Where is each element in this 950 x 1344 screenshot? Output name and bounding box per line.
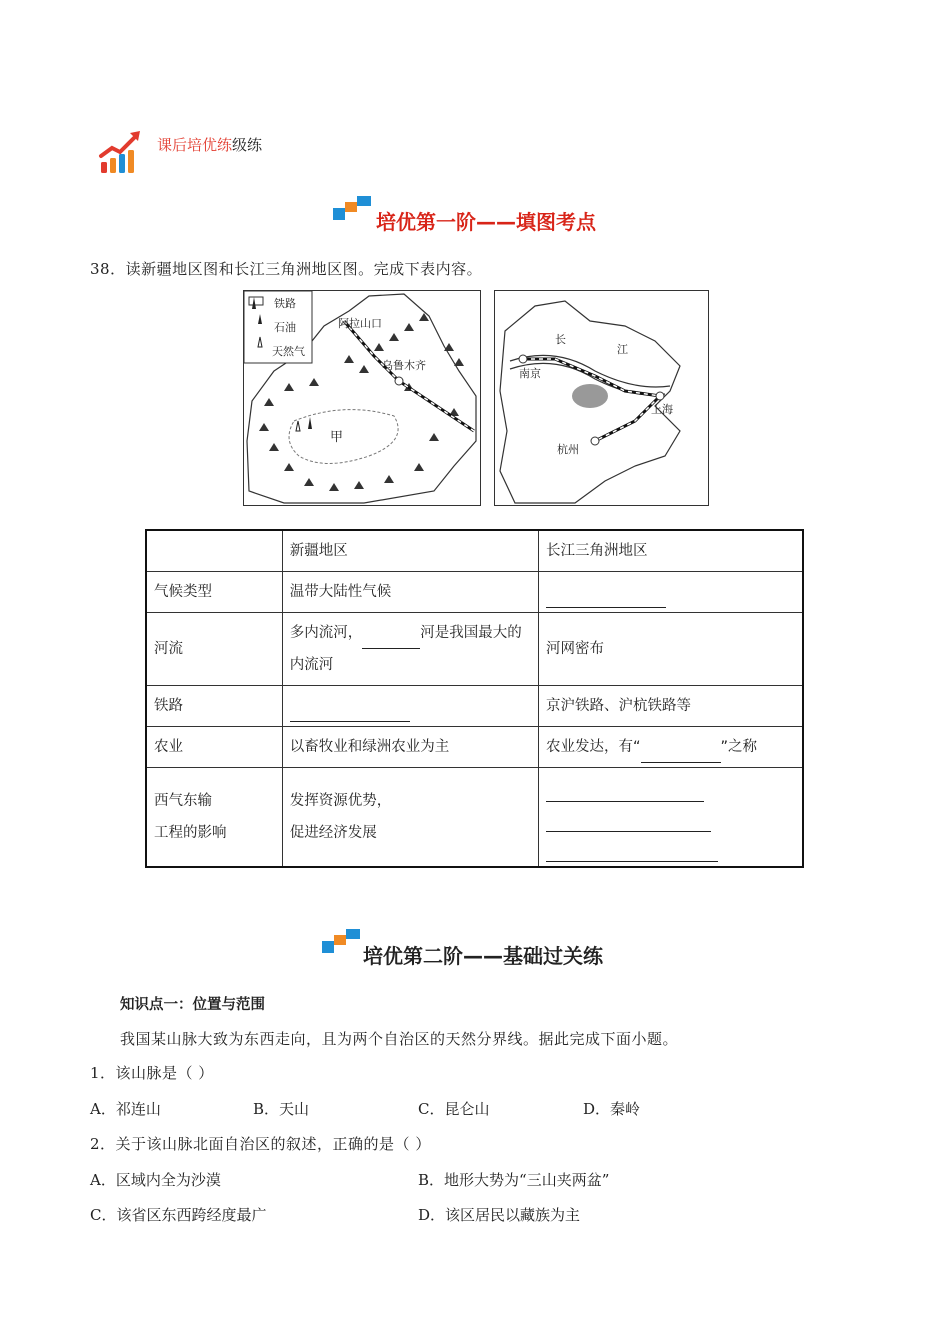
cell-text: 内流河 xyxy=(289,657,334,673)
cell-text: 农业发达，有“ xyxy=(546,739,641,755)
section2-title: 培优第二阶——基础过关练 xyxy=(363,944,603,968)
label-nanjing: 南京 xyxy=(519,367,541,380)
q1-option-d[interactable]: D．秦岭 xyxy=(583,1100,641,1118)
table-header-row xyxy=(146,530,803,572)
label-jiang: 江 xyxy=(617,343,628,356)
answer-blank[interactable] xyxy=(290,703,410,722)
table-row-gas xyxy=(146,768,803,868)
table-header-cell: 新疆地区 xyxy=(282,530,538,572)
section1-icon xyxy=(331,194,373,228)
cell-xj-river xyxy=(282,613,538,686)
cell-text: 发挥资源优势， xyxy=(289,793,392,809)
table-header-cell xyxy=(146,530,282,572)
q38-number: 38． xyxy=(90,260,126,278)
q2-option-a[interactable]: A．区域内全为沙漠 xyxy=(90,1171,221,1189)
label-jia: 甲 xyxy=(330,430,344,445)
legend-gas-label: 天然气 xyxy=(272,345,305,358)
row-label: 河流 xyxy=(146,613,282,686)
cell-text: 工程的影响 xyxy=(154,825,227,841)
cell-xj-agri: 以畜牧业和绿洲农业为主 xyxy=(282,727,538,768)
q1-stem: 1．该山脉是（ ） xyxy=(90,1064,214,1082)
knowledge-point-title: 知识点一：位置与范围 xyxy=(120,997,265,1013)
section2-intro: 我国某山脉大致为东西走向，且为两个自治区的天然分界线。据此完成下面小题。 xyxy=(120,1030,679,1048)
q2-option-c[interactable]: C．该省区东西跨经度最广 xyxy=(90,1206,267,1224)
row-label: 铁路 xyxy=(146,686,282,727)
cell-yz-river: 河网密布 xyxy=(539,613,804,686)
answer-blank[interactable] xyxy=(546,783,704,802)
comparison-table xyxy=(145,529,804,868)
q1-option-a[interactable]: A．祁连山 xyxy=(90,1100,161,1118)
row-label xyxy=(146,768,282,868)
q2-option-d[interactable]: D．该区居民以藏族为主 xyxy=(418,1206,581,1224)
map-yangtze-delta xyxy=(494,290,709,506)
cell-xj-gas xyxy=(282,768,538,868)
cell-text: ”之称 xyxy=(720,739,758,755)
header-title-dark: 级练 xyxy=(232,136,263,154)
answer-blank[interactable] xyxy=(641,744,721,763)
map-xinjiang xyxy=(243,290,481,506)
table-row-railway xyxy=(146,686,803,727)
label-alashankou: 阿拉山口 xyxy=(338,317,382,330)
q38-stem: 读新疆地区图和长江三角洲地区图。完成下表内容。 xyxy=(125,260,483,278)
answer-blank[interactable] xyxy=(546,589,666,608)
cell-yz-climate xyxy=(539,572,804,613)
q2-stem: 2．关于该山脉北面自治区的叙述，正确的是（ ） xyxy=(90,1135,431,1153)
cell-xj-climate: 温带大陆性气候 xyxy=(282,572,538,613)
cell-text: 多内流河， xyxy=(289,625,363,641)
answer-blank[interactable] xyxy=(546,813,711,832)
header-logo xyxy=(98,128,146,176)
row-label: 农业 xyxy=(146,727,282,768)
answer-blank[interactable] xyxy=(362,630,420,649)
table-row-agri xyxy=(146,727,803,768)
q2-option-b[interactable]: B．地形大势为“三山夹两盆” xyxy=(418,1171,610,1189)
label-shanghai: 上海 xyxy=(651,403,673,416)
section1-title: 培优第一阶——填图考点 xyxy=(376,210,596,234)
cell-yz-railway: 京沪铁路、沪杭铁路等 xyxy=(539,686,804,727)
q38-text xyxy=(90,258,482,279)
table-row-river xyxy=(146,613,803,686)
label-urumqi: 乌鲁木齐 xyxy=(382,359,426,372)
cell-text: 促进经济发展 xyxy=(289,825,377,841)
legend-oil-label: 石油 xyxy=(274,321,296,334)
section2-icon xyxy=(320,927,362,961)
cell-yz-agri xyxy=(539,727,804,768)
legend-railway-label: 铁路 xyxy=(274,297,296,310)
cell-yz-gas xyxy=(539,768,804,868)
q1-option-c[interactable]: C．昆仑山 xyxy=(418,1100,490,1118)
growth-chart-icon xyxy=(98,128,146,176)
table-header-cell: 长江三角洲地区 xyxy=(539,530,804,572)
q1-option-b[interactable]: B．天山 xyxy=(253,1100,310,1118)
header-title xyxy=(157,134,262,155)
table-row-climate xyxy=(146,572,803,613)
header-title-red: 课后培优练 xyxy=(157,136,233,154)
cell-text: 西气东输 xyxy=(154,793,212,809)
cell-text: 河是我国最大的 xyxy=(420,625,522,641)
answer-blank[interactable] xyxy=(546,843,718,862)
label-chang: 长 xyxy=(555,333,566,346)
row-label: 气候类型 xyxy=(146,572,282,613)
label-hangzhou: 杭州 xyxy=(557,443,579,456)
cell-xj-railway xyxy=(282,686,538,727)
